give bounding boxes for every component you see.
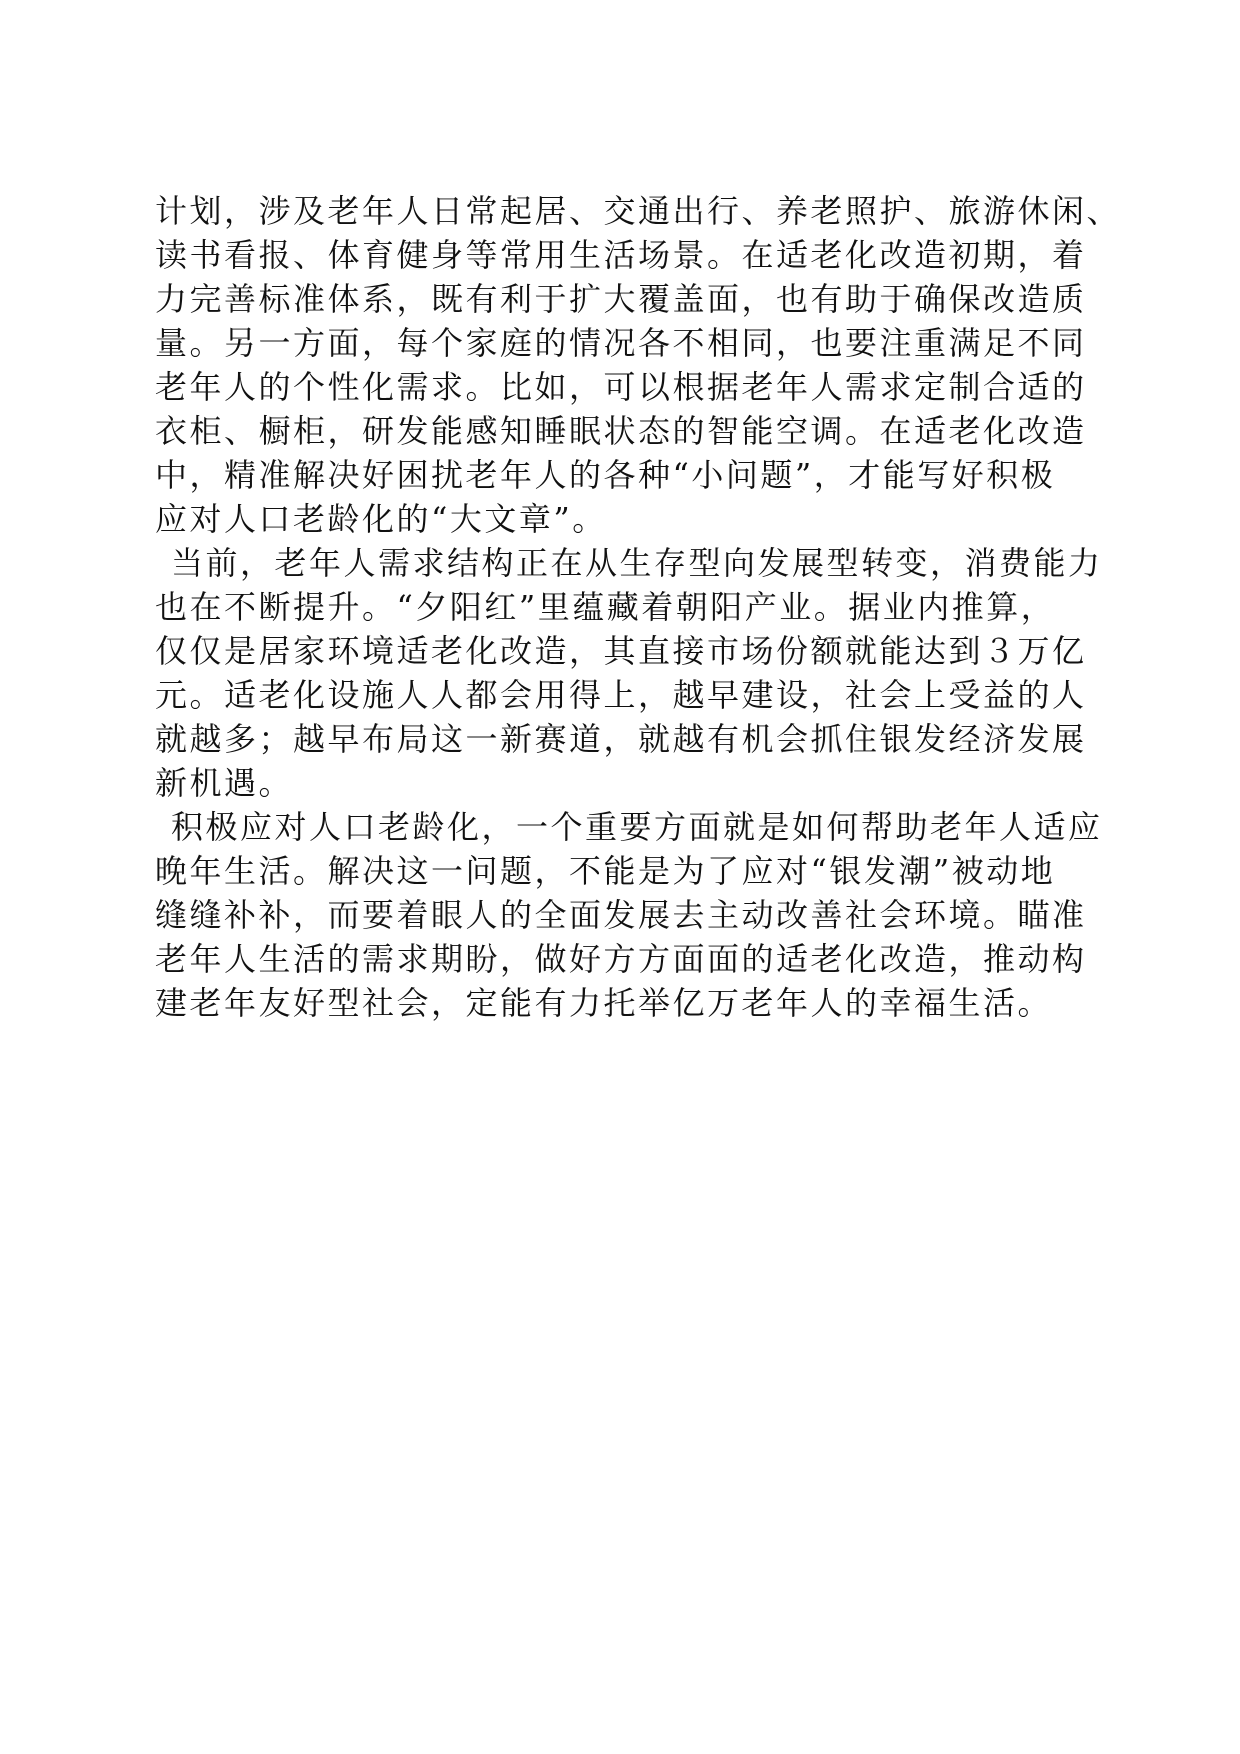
text-line: 元。适老化设施人人都会用得上，越早建设，社会上受益的人 bbox=[155, 676, 1087, 714]
paragraph-2 bbox=[155, 541, 1103, 805]
text-line: 衣柜、橱柜，研发能感知睡眠状态的智能空调。在适老化改造 bbox=[155, 412, 1087, 450]
text-line: 老年人的个性化需求。比如，可以根据老年人需求定制合适的 bbox=[155, 368, 1087, 406]
text-line: 中，精准解决好困扰老年人的各种“小问题”，才能写好积极 bbox=[155, 456, 1056, 494]
text-line: 建老年友好型社会，定能有力托举亿万老年人的幸福生活。 bbox=[155, 984, 1053, 1022]
text-line: 力完善标准体系，既有利于扩大覆盖面，也有助于确保改造质 bbox=[155, 280, 1087, 318]
text-line: 就越多；越早布局这一新赛道，就越有机会抓住银发经济发展 bbox=[155, 720, 1087, 758]
text-line: 计划，涉及老年人日常起居、交通出行、养老照护、旅游休闲、 bbox=[155, 192, 1122, 230]
text-line: 当前，老年人需求结构正在从生存型向发展型转变，消费能力 bbox=[171, 544, 1103, 582]
article-body bbox=[155, 189, 1122, 1025]
text-line: 晚年生活。解决这一问题，不能是为了应对“银发潮”被动地 bbox=[155, 852, 1056, 890]
text-line: 应对人口老龄化的“大文章”。 bbox=[155, 500, 607, 538]
text-line: 量。另一方面，每个家庭的情况各不相同，也要注重满足不同 bbox=[155, 324, 1087, 362]
text-line: 也在不断提升。“夕阳红”里蕴藏着朝阳产业。据业内推算， bbox=[155, 588, 1056, 626]
paragraph-3 bbox=[155, 805, 1103, 1025]
text-line: 积极应对人口老龄化，一个重要方面就是如何帮助老年人适应 bbox=[171, 808, 1103, 846]
text-line: 老年人生活的需求期盼，做好方方面面的适老化改造，推动构 bbox=[155, 940, 1087, 978]
text-line: 新机遇。 bbox=[155, 764, 294, 802]
paragraph-1 bbox=[155, 189, 1122, 541]
text-line: 读书看报、体育健身等常用生活场景。在适老化改造初期，着 bbox=[155, 236, 1087, 274]
text-line: 仅仅是居家环境适老化改造，其直接市场份额就能达到３万亿 bbox=[155, 632, 1087, 670]
text-line: 缝缝补补，而要着眼人的全面发展去主动改善社会环境。瞄准 bbox=[155, 896, 1087, 934]
